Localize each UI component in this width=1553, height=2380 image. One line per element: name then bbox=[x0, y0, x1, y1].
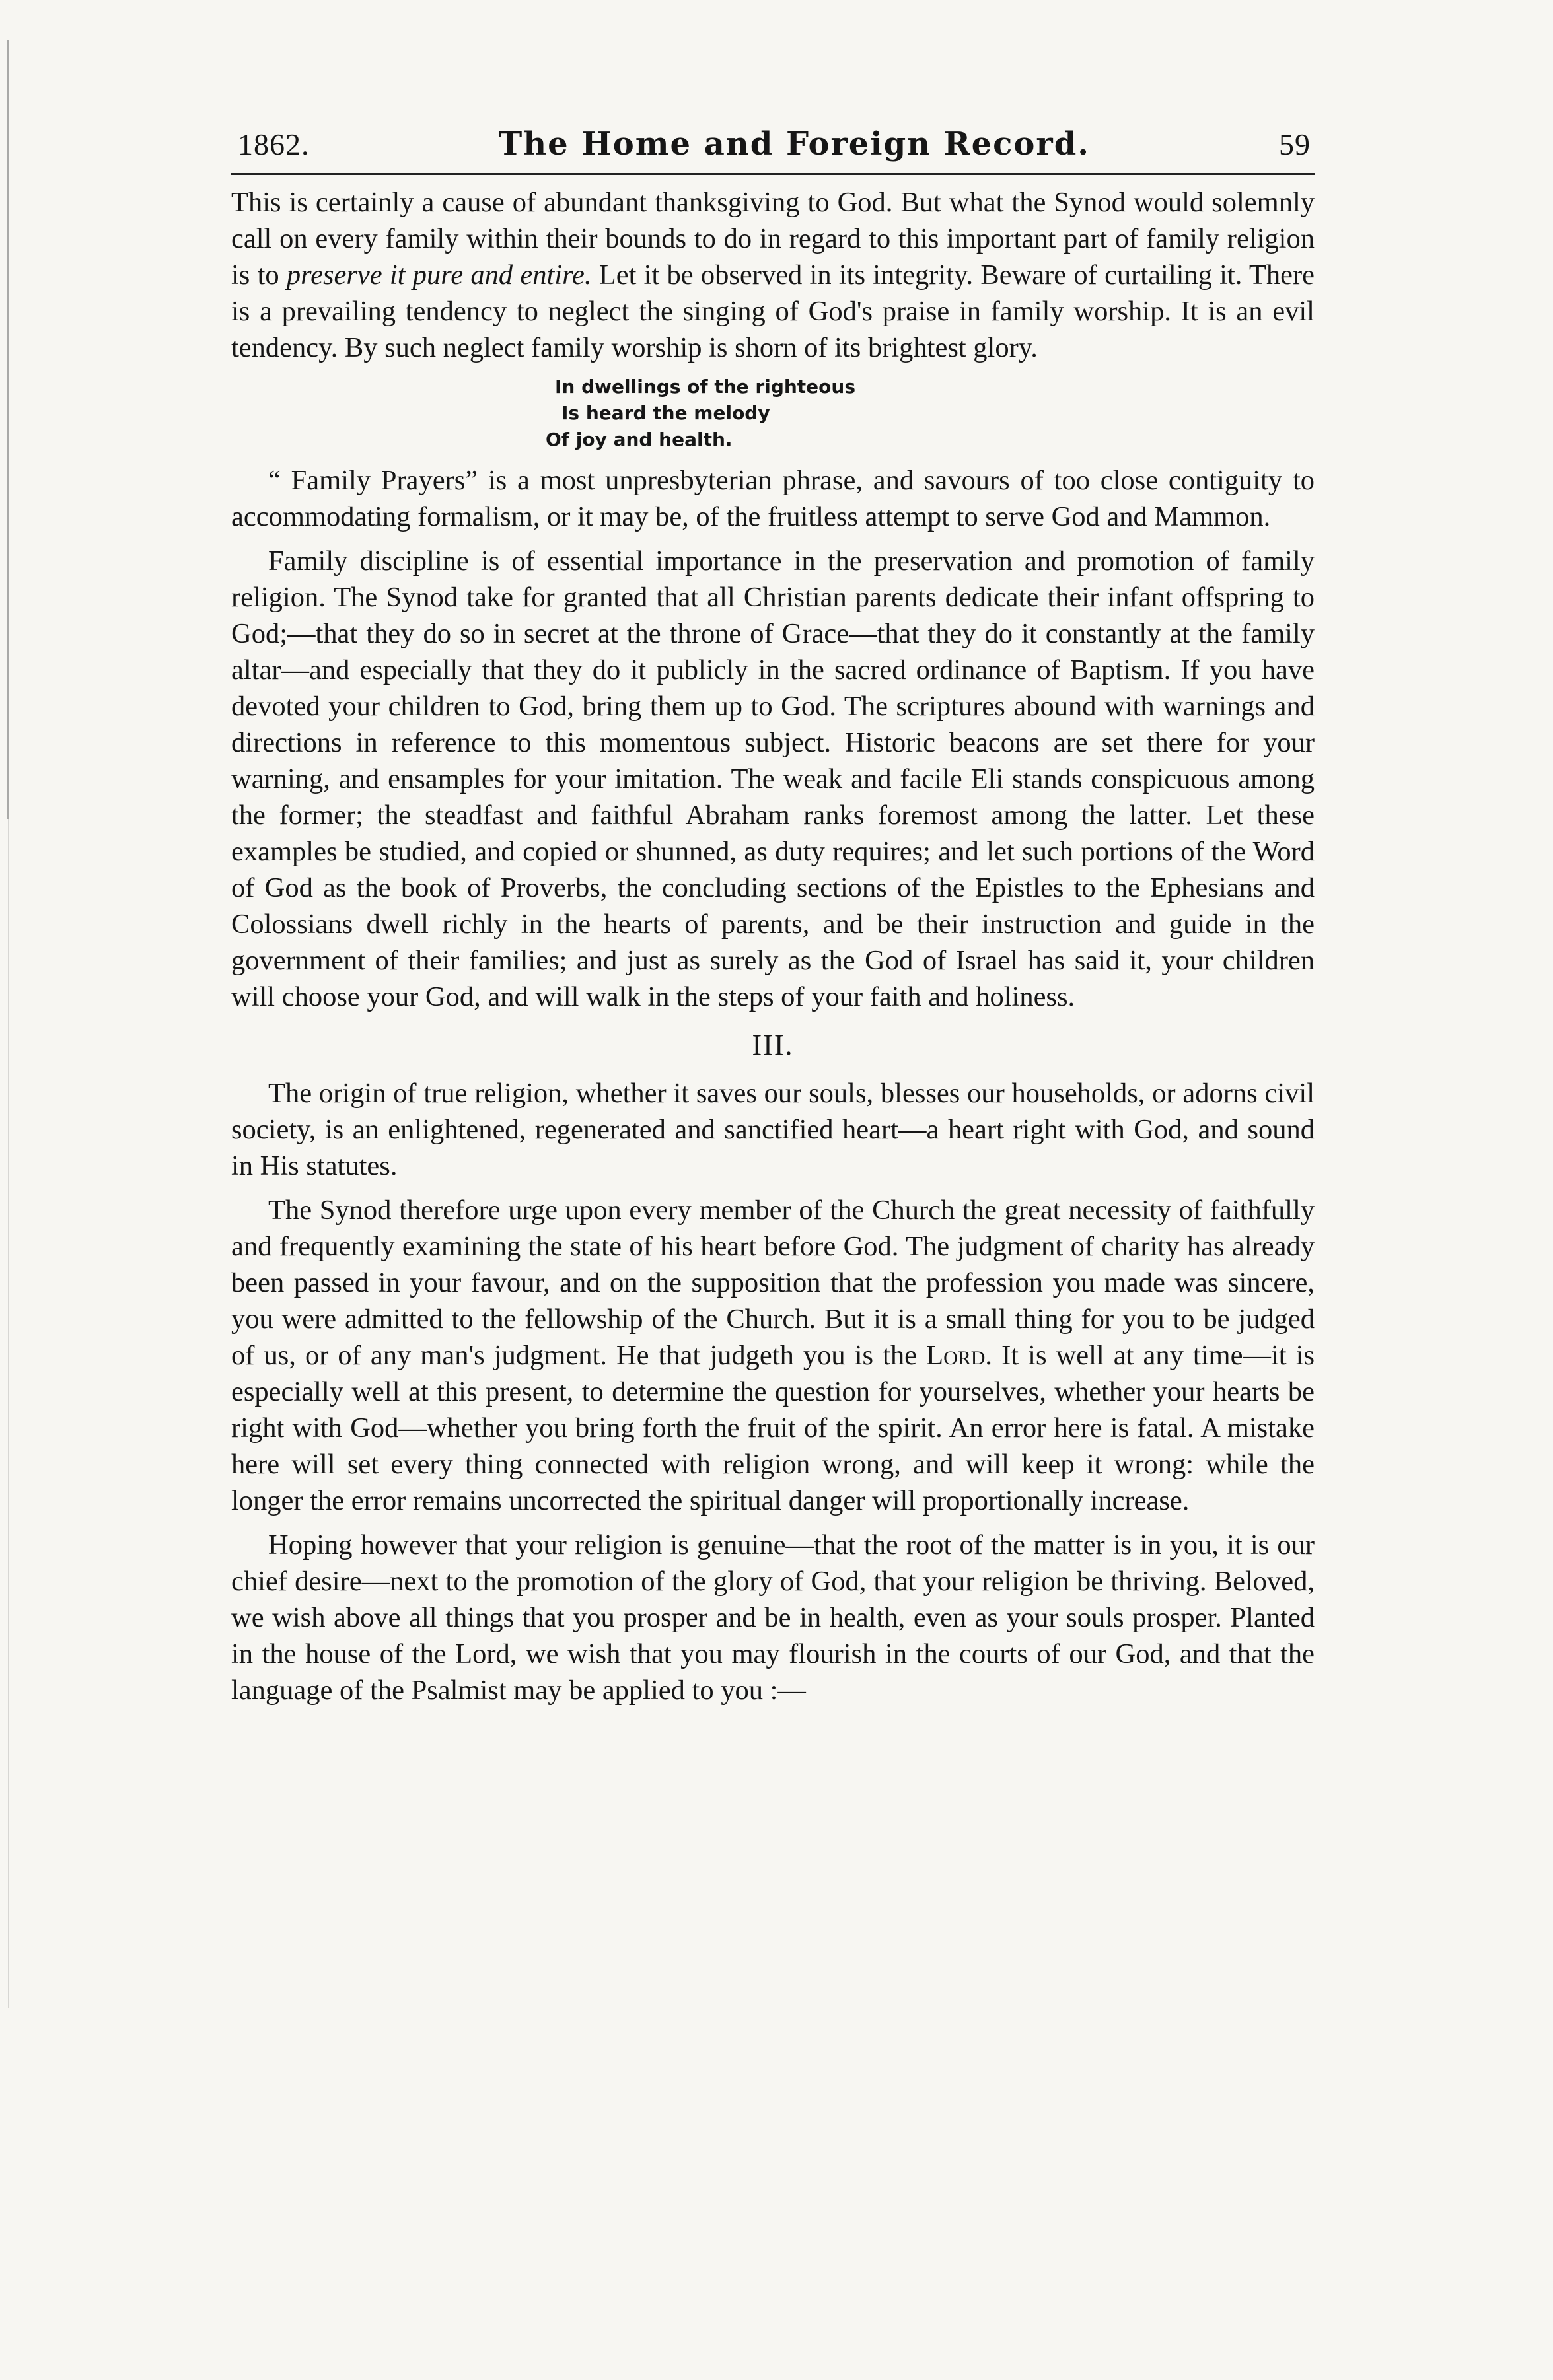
header-page-number: 59 bbox=[1278, 127, 1311, 161]
running-header bbox=[231, 125, 1315, 170]
paragraph-5-text-b: . It is well at any time—it is especially well at this present, to determine the question for yourselves, whether your hearts be right with God—whether you bring forth the fruit of the spirit. An error here is fatal. A mistake here will set every thing connected with religion wrong, and will keep it wrong: while the longer the error remains uncorrected the spiritual danger will proportionally increase. bbox=[231, 1340, 1315, 1516]
body-text bbox=[231, 184, 1315, 1708]
paragraph-1 bbox=[231, 184, 1315, 366]
verse-quote bbox=[231, 374, 1315, 453]
paragraph-5 bbox=[231, 1192, 1315, 1519]
document-page bbox=[231, 125, 1315, 1716]
header-title: The Home and Foreign Record. bbox=[498, 125, 1090, 162]
section-heading: III. bbox=[752, 1029, 794, 1061]
paragraph-1-emphasis: preserve it pure and entire. bbox=[286, 260, 592, 291]
paragraph-6: Hoping however that your religion is genuine—that the root of the matter is in you, it is our chief desire—next to the promotion of the glory of God, that your religion be thriving. Beloved, we wish above all things that you prosper and be in health, even as your souls prosper. Planted in the house of the Lord, we wish that you may flourish in the courts of our God, and that the language of the Psalmist may be applied to you :— bbox=[231, 1529, 1315, 1706]
header-rule bbox=[231, 173, 1315, 175]
header-year: 1862. bbox=[238, 127, 310, 161]
verse-line-3: Of joy and health. bbox=[546, 429, 733, 450]
paragraph-5-text-a: The Synod therefore urge upon every member of the Church the great necessity of faithfully and frequently examining the state of his heart before God. The judgment of charity has already been passed in your favour, and on the supposition that the profession you made was sincere, you were admitted to the fellowship of the Church. But it is a small thing for you to be judged of us, or of any man's judgment. He that judgeth you is the bbox=[231, 1195, 1315, 1371]
paragraph-5-lord: Lord bbox=[926, 1340, 986, 1371]
page-edge-line bbox=[7, 40, 9, 819]
paragraph-3: Family discipline is of essential importance in the preservation and promotion of family religion. The Synod take for granted that all Christian parents dedicate their infant offspring to God;—that they do so in secret at the throne of Grace—that they do it constantly at the family altar—and especially that they do it publicly in the sacred ordinance of Baptism. If you have devoted your children to God, bring them up to God. The scriptures abound with warnings and directions in reference to this momentous subject. Historic beacons are set there for your warning, and ensamples for your imitation. The weak and facile Eli stands conspicuous among the former; the steadfast and faithful Abraham ranks foremost among the latter. Let these examples be studied, and copied or shunned, as duty requires; and let such portions of the Word of God as the book of Proverbs, the concluding sections of the Epistles to the Ephesians and Colossians dwell richly in the hearts of parents, and be their instruction and guide in the government of their families; and just as surely as the God of Israel has said it, your children will choose your God, and will walk in the steps of your faith and holiness. bbox=[231, 545, 1315, 1012]
paragraph-4: The origin of true religion, whether it saves our souls, blesses our households, or adorns civil society, is an enlightened, regenerated and sanctified heart—a heart right with God, and sound in His statutes. bbox=[231, 1078, 1315, 1181]
paragraph-1-text-a: This is certainly a cause of abundant thanksgiving to God. But what the Synod would solemnly call on every family within their bounds to do in regard to this important part of family religion is to bbox=[231, 187, 1315, 291]
verse-line-2: Is heard the melody bbox=[561, 402, 770, 424]
paragraph-2: “ Family Prayers” is a most unpresbyterian phrase, and savours of too close contiguity to accommodating formalism, or it may be, of the fruitless attempt to serve God and Mammon. bbox=[231, 465, 1315, 532]
verse-line-1: In dwellings of the righteous bbox=[555, 376, 855, 398]
paragraph-1-text-b: Let it be observed in its integrity. Beware of curtailing it. There is a prevailing tendency to neglect the singing of God's praise in family worship. It is an evil tendency. By such neglect family worship is shorn of its brightest glory. bbox=[231, 260, 1315, 363]
page-edge-line-lower bbox=[8, 819, 9, 2008]
